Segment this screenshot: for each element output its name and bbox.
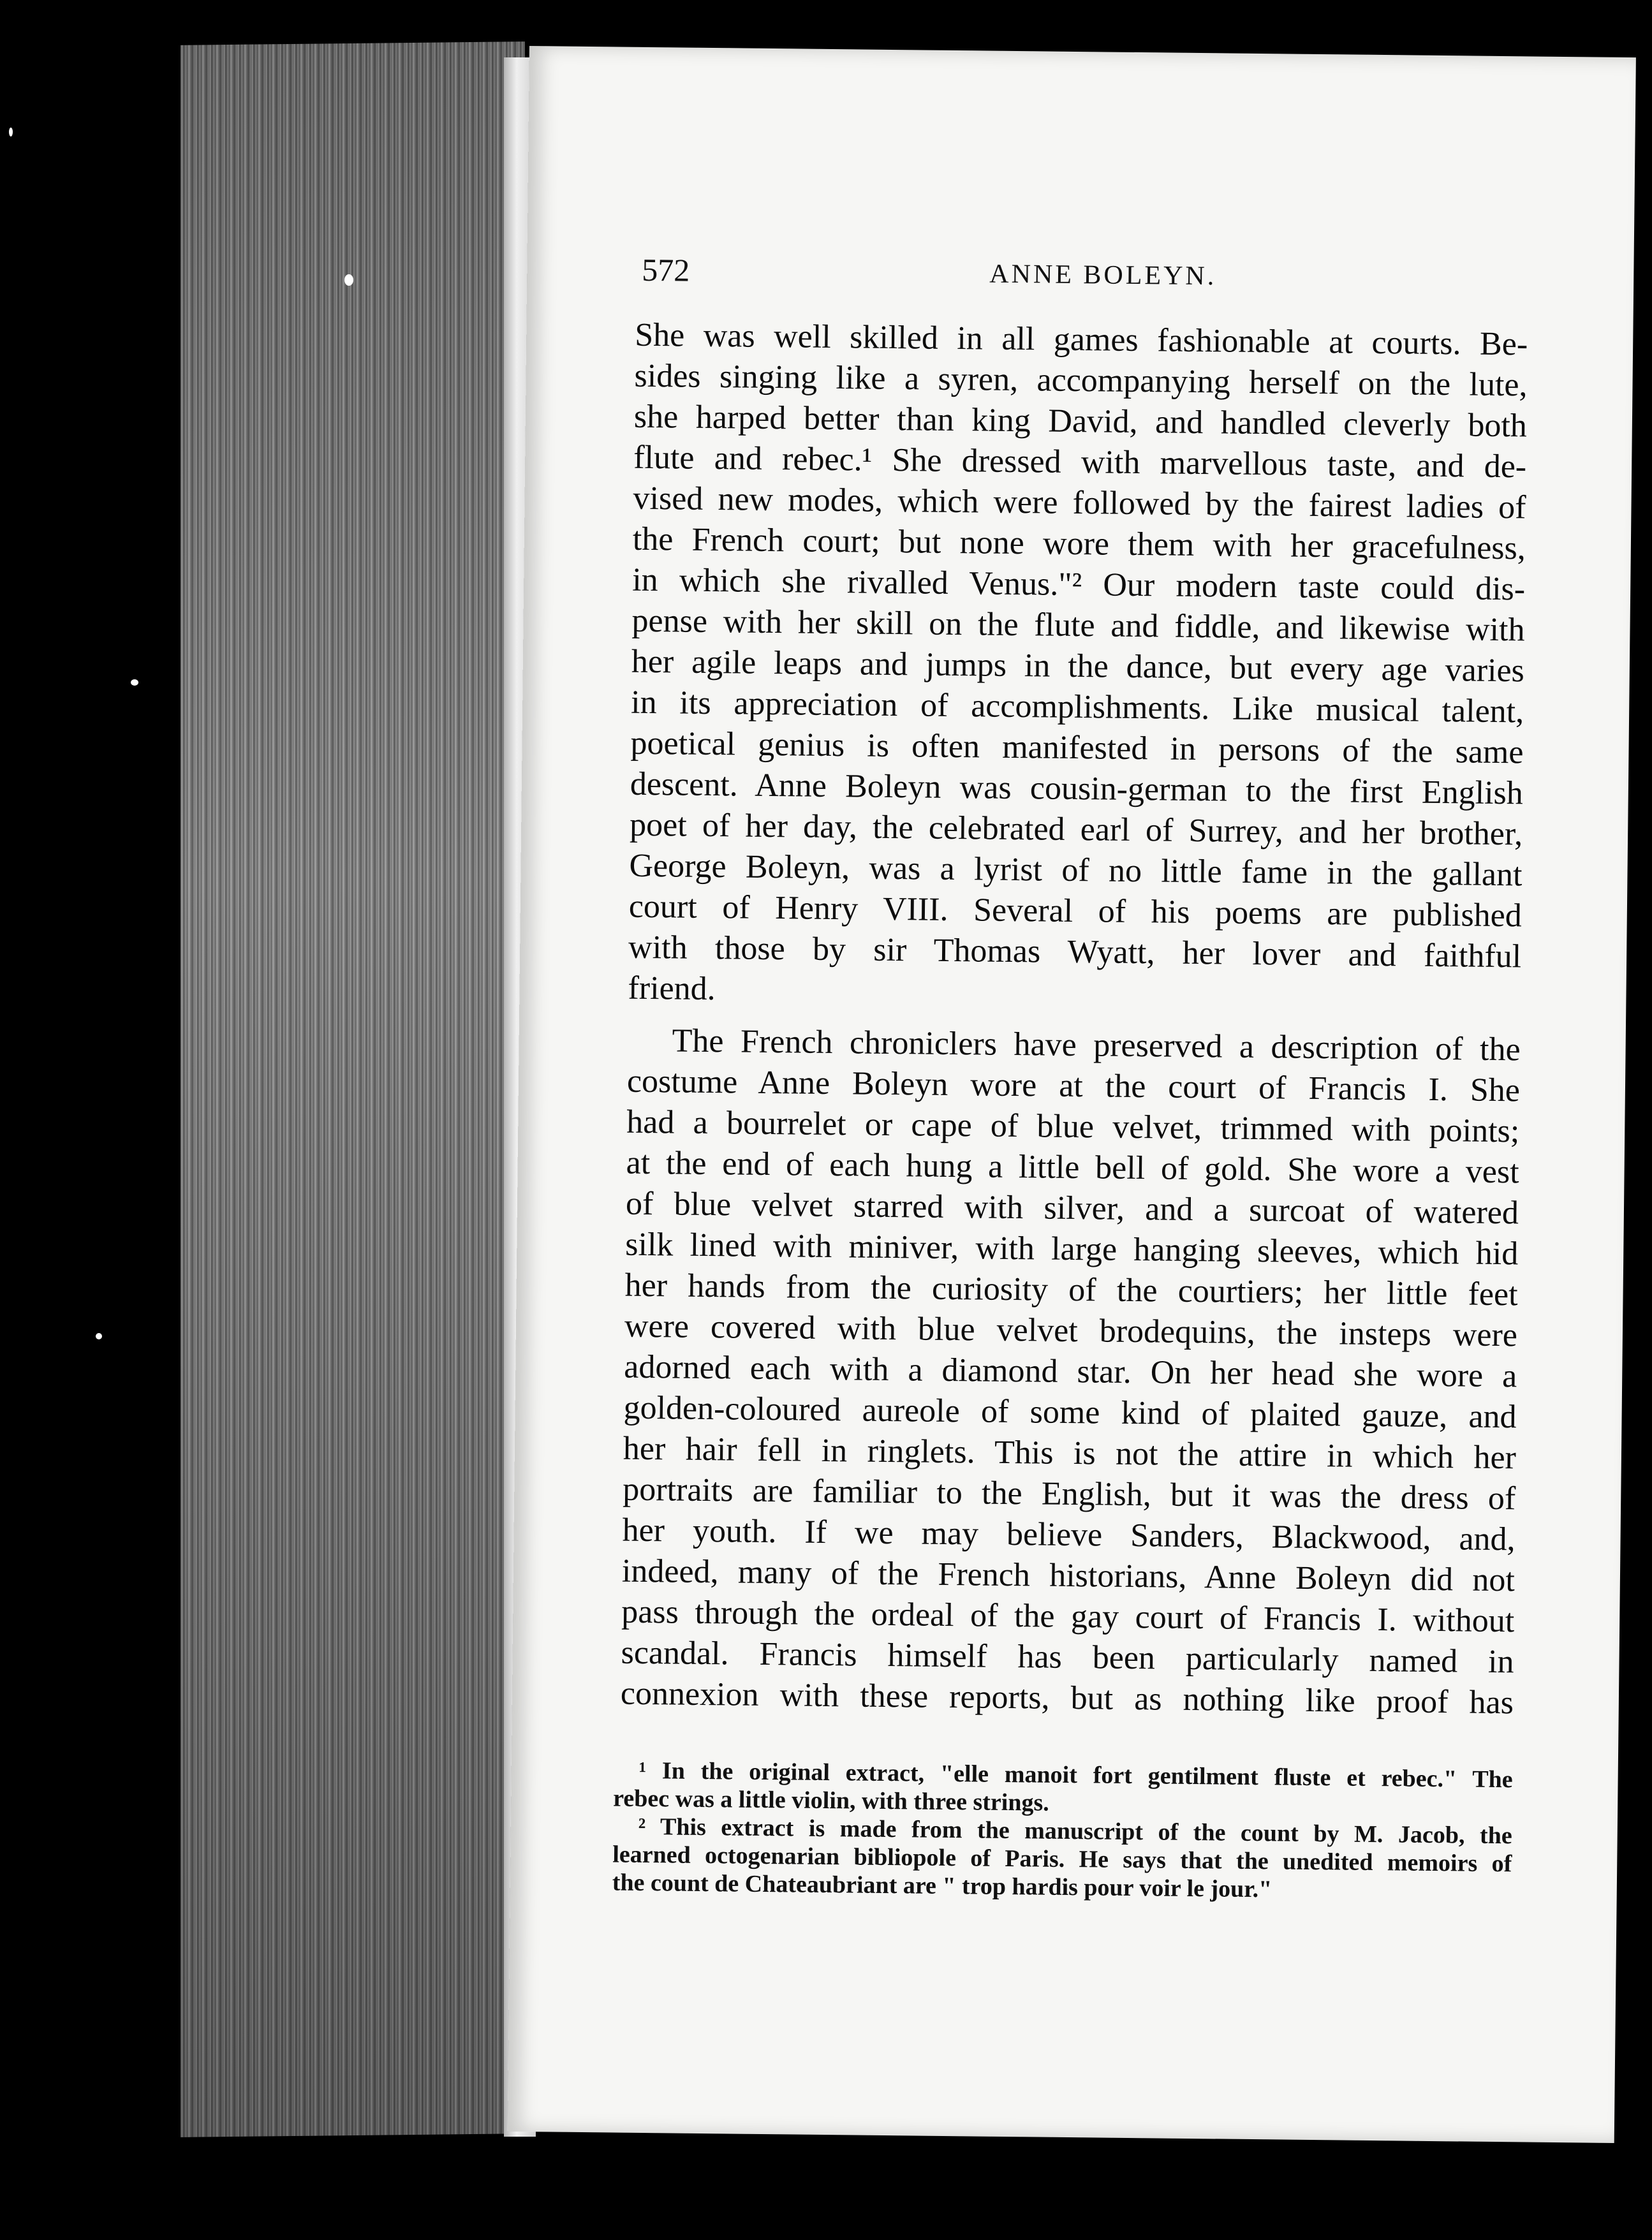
- scan-speck: [344, 274, 353, 286]
- book-page-edges: [181, 41, 525, 2137]
- text-line: with those by sir Thomas Wyatt, her lover and faithful: [628, 929, 1522, 975]
- page-title: ANNE BOLEYN.: [989, 259, 1217, 291]
- body-text: [621, 315, 1528, 1724]
- footnote-line: the count de Chateaubriant are " trop hardis pour voir le jour.": [612, 1869, 1272, 1903]
- page-number: 572: [642, 251, 690, 288]
- scan-speck: [96, 1333, 102, 1339]
- text-line: The French chroniclers have preserved a description of the: [672, 1022, 1521, 1068]
- text-line: poetical genius is often manifested in persons of the same: [630, 725, 1524, 771]
- text-line: golden-coloured aureole of some kind of plaited gauze, and: [623, 1389, 1517, 1436]
- running-head: [642, 251, 1523, 298]
- text-line: scandal. Francis himself has been particularly named in: [621, 1634, 1514, 1681]
- text-line: indeed, many of the French historians, Anne Boleyn did not: [621, 1552, 1516, 1599]
- text-line: descent. Anne Boleyn was cousin-german to the first English: [630, 765, 1524, 812]
- text-line: were covered with blue velvet brodequins, the insteps were: [624, 1308, 1518, 1354]
- scan-speck: [9, 128, 13, 136]
- text-line: pass through the ordeal of the gay court of Francis I. without: [621, 1593, 1515, 1640]
- text-line: flute and rebec.¹ She dressed with marvellous taste, and de-: [633, 439, 1527, 485]
- text-line: her agile leaps and jumps in the dance, but every age varies: [631, 643, 1525, 689]
- text-line: silk lined with miniver, with large hanging sleeves, which hid: [625, 1226, 1519, 1272]
- text-line: friend.: [628, 969, 716, 1008]
- text-line: poet of her day, the celebrated earl of Surrey, and her brother,: [629, 806, 1523, 853]
- text-line: her hair fell in ringlets. This is not the attire in which her: [623, 1430, 1517, 1477]
- text-line: adorned each with a diamond star. On her head she wore a: [624, 1348, 1517, 1395]
- footnote-line: ² This extract is made from the manuscript of the count by M. Jacob, the: [638, 1813, 1512, 1850]
- text-line: in its appreciation of accomplishments. Like musical talent,: [630, 684, 1524, 730]
- text-line: had a bourrelet or cape of blue velvet, trimmed with points;: [626, 1103, 1520, 1150]
- text-line: the French court; but none wore them with her gracefulness,: [632, 520, 1526, 567]
- text-line: connexion with these reports, but as nothing like proof has: [620, 1675, 1514, 1721]
- text-line: of blue velvet starred with silver, and a surcoat of watered: [625, 1185, 1519, 1232]
- book-page: [508, 46, 1636, 2143]
- text-line: She was well skilled in all games fashionable at courts. Be-: [634, 316, 1528, 363]
- text-line: George Boleyn, was a lyrist of no little fame in the gallant: [629, 847, 1523, 894]
- text-line: costume Anne Boleyn wore at the court of Francis I. She: [626, 1063, 1521, 1109]
- text-line: her hands from the curiosity of the courtiers; her little feet: [624, 1267, 1518, 1313]
- footnote-line: learned octogenarian bibliopole of Paris. He says that the unedited memoirs of: [612, 1841, 1512, 1878]
- text-line: she harped better than king David, and handled cleverly both: [633, 398, 1528, 445]
- text-line: in which she rivalled Venus."² Our modern taste could dis-: [631, 561, 1526, 608]
- footnote-line: rebec was a little violin, with three strings.: [613, 1785, 1049, 1816]
- text-line: pense with her skill on the flute and fiddle, and likewise with: [631, 602, 1525, 649]
- text-line: vised new modes, which were followed by the fairest ladies of: [633, 480, 1526, 526]
- footnote-line: ¹ In the original extract, "elle manoit fort gentilment fluste et rebec." The: [638, 1757, 1513, 1794]
- text-line: sides singing like a syren, accompanying herself on the lute,: [634, 357, 1528, 404]
- text-line: at the end of each hung a little bell of gold. She wore a vest: [626, 1144, 1519, 1191]
- text-line: portraits are familiar to the English, but it was the dress of: [623, 1471, 1516, 1517]
- text-line: court of Henry VIII. Several of his poems are published: [628, 888, 1523, 934]
- scan-speck: [131, 679, 138, 686]
- text-line: her youth. If we may believe Sanders, Blackwood, and,: [622, 1512, 1516, 1558]
- footnotes: [612, 1757, 1513, 1906]
